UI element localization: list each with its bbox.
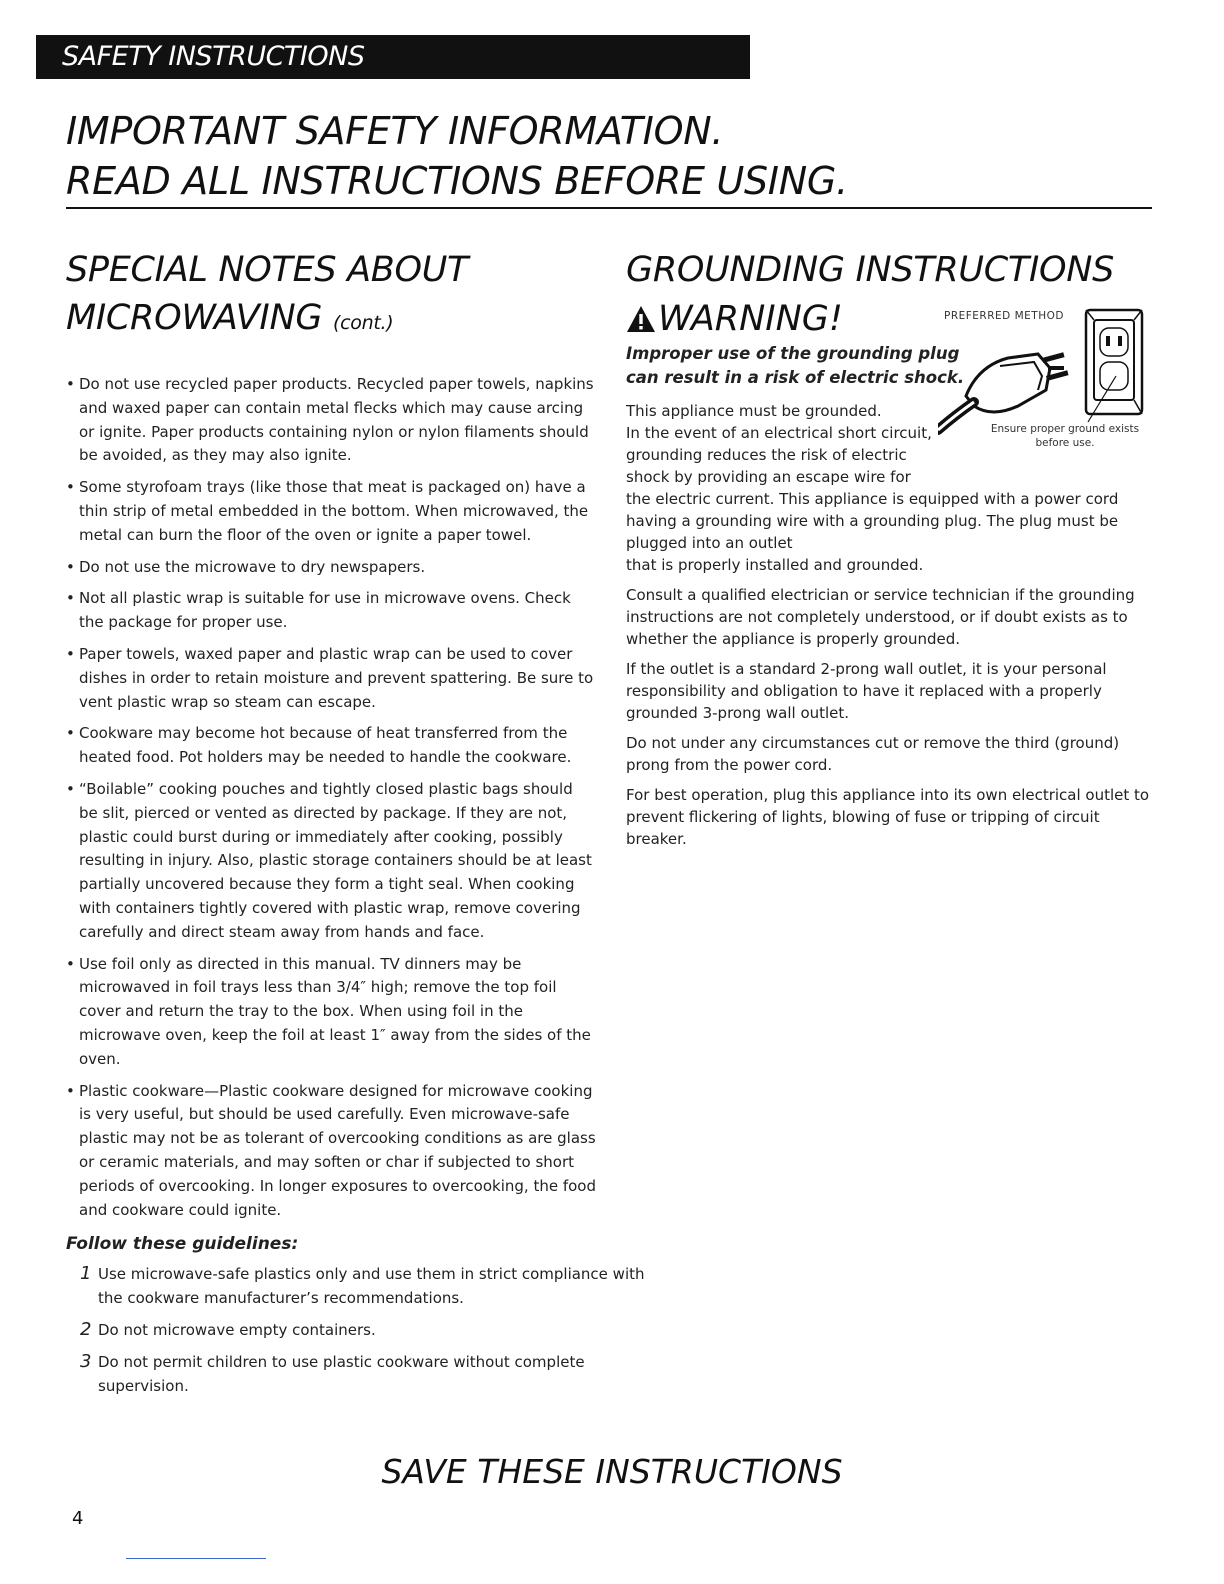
grounding-paragraph: If the outlet is a standard 2-prong wall outlet, it is your personal responsibility and obligation to have it replaced with a properly grounded 3-prong wall outlet. [626,660,1107,722]
grounding-heading: GROUNDING INSTRUCTIONS [626,250,1115,290]
guideline-number: 3 [80,1351,92,1373]
special-notes-column [66,246,645,1406]
page-number: 4 [72,1508,84,1529]
guideline-number: 2 [80,1319,92,1341]
guideline-item [66,1262,658,1310]
paragraph-line: the electric current. This appliance is equipped with a power cord having a grounding wire with a grounding plug. The plug must be plugged into an outlet [626,490,1119,552]
guidelines-list [66,1262,645,1398]
list-item: • “Boilable” cooking pouches and tightly closed plastic bags should be slit, pierced or vented as directed by package. If they are not, plastic could burst during or immediately after cooking, possibly resulting in injury. Also, plastic storage containers should be at least partially uncovered because they form a tight seal. When cooking with containers tightly covered with plastic wrap, remove covering carefully and direct steam away from hands and face. [66,778,596,945]
improper-line-2: can result in a risk of electric shock. [626,368,965,387]
guidelines-title: Follow these guidelines: [66,1234,299,1255]
page-title [66,106,1156,206]
improper-line-1: Improper use of the grounding plug [626,344,960,363]
warning-triangle-icon [626,305,656,333]
list-item: • Some styrofoam trays (like those that meat is packaged on) have a thin strip of metal embedded in the bottom. When microwaved, the metal can burn the floor of the oven or ignite a paper towel. [66,476,596,547]
warning-text: WARNING! [658,299,843,339]
list-item: • Plastic cookware—Plastic cookware designed for microwave cooking is very useful, but should be used carefully. Even microwave-safe plastic may not be as tolerant of overcooking conditions as are glass or ceramic materials, and may soften or char if subjected to short periods of overcooking. In longer exposures to overcooking, the food and cookware could ignite. [66,1080,596,1223]
paragraph-line: This appliance must be grounded. [626,402,882,420]
paragraph-line: grounding reduces the risk of electric [626,446,907,464]
grounding-paragraph: For best operation, plug this appliance into its own electrical outlet to prevent flickering of lights, blowing of fuse or tripping of circuit breaker. [626,786,1150,848]
title-line-2: READ ALL INSTRUCTIONS BEFORE USING. [66,159,848,203]
guideline-text: Do not permit children to use plastic cookware without complete supervision. [98,1353,585,1396]
special-notes-list [66,373,596,1222]
grounding-column [626,246,1156,858]
warning-heading [626,296,843,342]
list-item: • Use foil only as directed in this manual. TV dinners may be microwaved in foil trays less than 3/4″ high; remove the top foil cover and return the tray to the box. When using foil in the microwave oven, keep the foil at least 1″ away from the sides of the oven. [66,953,596,1072]
title-line-1: IMPORTANT SAFETY INFORMATION. [66,109,724,153]
grounding-paragraph: Consult a qualified electrician or service technician if the grounding instructions are not completely understood, or if doubt exists as to whether the appliance is properly grounded. [626,586,1135,648]
guideline-item [66,1318,658,1342]
preferred-method-label: PREFERRED METHOD [944,310,1064,322]
paragraph-line: shock by providing an escape wire for [626,468,911,486]
guideline-text: Do not microwave empty containers. [98,1321,376,1340]
section-header-bar: SAFETY INSTRUCTIONS [36,35,750,79]
guideline-number: 1 [80,1263,92,1285]
list-item: • Paper towels, waxed paper and plastic wrap can be used to cover dishes in order to retain moisture and prevent spattering. Be sure to vent plastic wrap so steam can escape. [66,643,596,714]
paragraph-line: In the event of an electrical short circuit, [626,424,932,442]
list-item: • Do not use the microwave to dry newspapers. [66,556,596,580]
heading-cont: (cont.) [333,312,394,334]
list-item: • Not all plastic wrap is suitable for use in microwave ovens. Check the package for proper use. [66,587,596,635]
heading-microwaving: MICROWAVING [66,298,323,338]
ensure-ground-caption: Ensure proper ground exists before use. [990,423,1140,449]
list-item: • Cookware may become hot because of heat transferred from the heated food. Pot holders may be needed to handle the cookware. [66,722,596,770]
special-notes-heading-line2 [66,294,596,347]
grounding-paragraph: Do not under any circumstances cut or remove the third (ground) prong from the power cord. [626,734,1120,774]
title-rule [66,207,1152,209]
save-instructions-footer: SAVE THESE INSTRUCTIONS [381,1452,843,1491]
list-item: • Do not use recycled paper products. Recycled paper towels, napkins and waxed paper can contain metal flecks which may cause arcing or ignite. Paper products containing nylon or nylon filaments should be avoided, as they may also ignite. [66,373,596,468]
guideline-item [66,1350,658,1398]
guideline-text: Use microwave-safe plastics only and use them in strict compliance with the cookware manufacturer’s recommendations. [98,1265,645,1308]
special-notes-heading [66,246,596,347]
footer-line [126,1558,266,1559]
special-notes-heading-line1: SPECIAL NOTES ABOUT [66,250,469,290]
paragraph-line: that is properly installed and grounded. [626,556,924,574]
